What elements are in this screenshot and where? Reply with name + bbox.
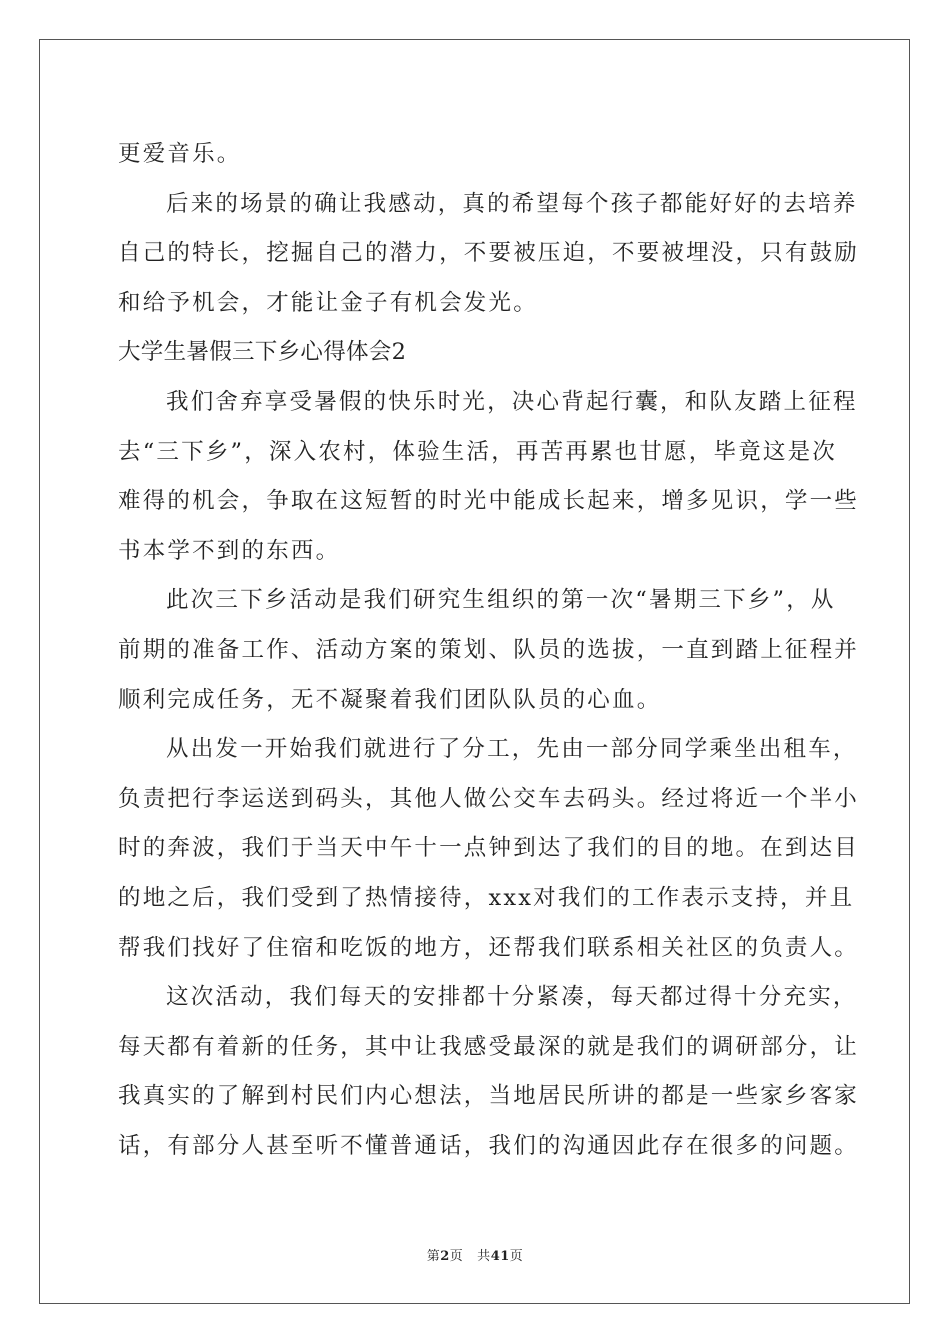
document-body xyxy=(118,130,860,1171)
paragraph-line: 这次活动，我们每天的安排都十分紧凑，每天都过得十分充实， xyxy=(166,984,858,1011)
paragraph-line: 话，有部分人甚至听不懂普通话，我们的沟通因此存在很多的问题。 xyxy=(118,1132,860,1159)
paragraph-line: 和给予机会，才能让金子有机会发光。 xyxy=(118,289,538,316)
page-footer xyxy=(0,1249,950,1265)
total-pages: 41 xyxy=(490,1249,510,1264)
paragraph-line: 去“三下乡”，深入农村，体验生活，再苦再累也甘愿，毕竟这是次 xyxy=(118,438,838,465)
paragraph-line: 书本学不到的东西。 xyxy=(118,537,341,564)
paragraph-line: 我真实的了解到村民们内心想法，当地居民所讲的都是一些家乡客家 xyxy=(118,1083,860,1110)
paragraph-line: 时的奔波，我们于当天中午十一点钟到达了我们的目的地。在到达目 xyxy=(118,835,860,862)
page-number-prefix: 第 xyxy=(426,1249,441,1264)
paragraph-line: 每天都有着新的任务，其中让我感受最深的就是我们的调研部分，让 xyxy=(118,1033,860,1060)
paragraph-line: 帮我们找好了住宿和吃饭的地方，还帮我们联系相关社区的负责人。 xyxy=(118,934,860,961)
total-pages-suffix: 页 xyxy=(509,1249,524,1264)
page-number-suffix: 页 xyxy=(449,1249,464,1264)
paragraph-line: 从出发一开始我们就进行了分工，先由一部分同学乘坐出租车， xyxy=(166,736,858,763)
paragraph-line: 难得的机会，争取在这短暂的时光中能成长起来，增多见识，学一些 xyxy=(118,488,860,515)
total-pages-prefix: 共 xyxy=(477,1249,491,1264)
paragraph-line: 我们舍弃享受暑假的快乐时光，决心背起行囊，和队友踏上征程 xyxy=(166,388,858,415)
paragraph-line: 顺利完成任务，无不凝聚着我们团队队员的心血。 xyxy=(118,686,662,713)
page-number: 2 xyxy=(440,1249,450,1264)
paragraph-line: 更爱音乐。 xyxy=(118,141,242,167)
section-heading: 大学生暑假三下乡心得体会2 xyxy=(118,339,407,366)
paragraph-line: 的地之后，我们受到了热情接待，xxx对我们的工作表示支持，并且 xyxy=(118,884,855,911)
paragraph-line: 自己的特长，挖掘自己的潜力，不要被压迫，不要被埋没，只有鼓励 xyxy=(118,240,860,267)
paragraph-line: 后来的场景的确让我感动，真的希望每个孩子都能好好的去培养 xyxy=(166,190,858,217)
paragraph-line: 前期的准备工作、活动方案的策划、队员的选拔，一直到踏上征程并 xyxy=(118,636,860,663)
paragraph-line: 此次三下乡活动是我们研究生组织的第一次“暑期三下乡”，从 xyxy=(166,587,836,614)
paragraph-line: 负责把行李运送到码头，其他人做公交车去码头。经过将近一个半小 xyxy=(118,785,860,812)
